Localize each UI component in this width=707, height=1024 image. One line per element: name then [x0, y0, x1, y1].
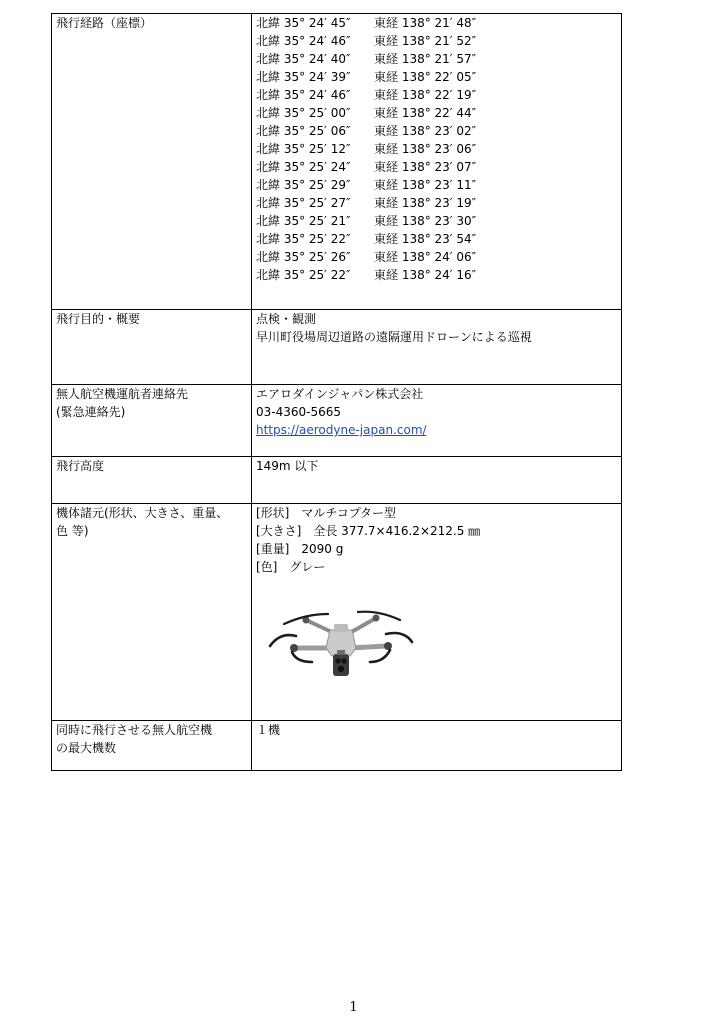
contact-value [252, 385, 622, 457]
longitude: 東経 138° 23′ 02″ [374, 124, 477, 138]
longitude: 東経 138° 21′ 52″ [374, 34, 477, 48]
contact-label [52, 385, 252, 457]
purpose-value [252, 310, 622, 385]
purpose-line: 点検・観測 [256, 312, 317, 326]
coordinate-row [256, 212, 617, 230]
drone-photo [266, 596, 416, 686]
count-value: １機 [252, 721, 622, 771]
coordinate-row [256, 14, 617, 32]
spec-size: [大きさ] 全長 377.7×416.2×212.5 ㎜ [256, 524, 481, 538]
purpose-label: 飛行目的・概要 [52, 310, 252, 385]
purpose-line: 早川町役場周辺道路の遠隔運用ドローンによる巡視 [256, 330, 532, 344]
longitude: 東経 138° 23′ 30″ [374, 214, 477, 228]
coordinate-row [256, 68, 617, 86]
spec-label-line: 色 等) [56, 524, 89, 538]
longitude: 東経 138° 23′ 54″ [374, 232, 477, 246]
coordinate-row [256, 266, 617, 284]
coordinate-row [256, 194, 617, 212]
longitude: 東経 138° 23′ 11″ [374, 178, 477, 192]
latitude: 北緯 35° 25′ 29″ [256, 178, 351, 192]
flight-plan-table [51, 13, 622, 771]
latitude: 北緯 35° 24′ 39″ [256, 70, 351, 84]
longitude: 東経 138° 22′ 19″ [374, 88, 477, 102]
latitude: 北緯 35° 24′ 40″ [256, 52, 351, 66]
route-value [252, 14, 622, 310]
table-row-route [52, 14, 622, 310]
longitude: 東経 138° 23′ 06″ [374, 142, 477, 156]
table-row-spec [52, 504, 622, 721]
spec-label-line: 機体諸元(形状、大きさ、重量、 [56, 506, 229, 520]
latitude: 北緯 35° 25′ 00″ [256, 106, 351, 120]
route-label: 飛行経路（座標） [52, 14, 252, 310]
coordinate-row [256, 230, 617, 248]
table-row-count [52, 721, 622, 771]
latitude: 北緯 35° 25′ 22″ [256, 268, 351, 282]
contact-label-line: 無人航空機運航者連絡先 [56, 387, 189, 401]
coordinate-row [256, 50, 617, 68]
latitude: 北緯 35° 25′ 12″ [256, 142, 351, 156]
longitude: 東経 138° 21′ 57″ [374, 52, 477, 66]
count-label-line: の最大機数 [56, 741, 117, 755]
altitude-value: 149m 以下 [252, 457, 622, 504]
coordinate-row [256, 158, 617, 176]
table-row-purpose [52, 310, 622, 385]
count-label [52, 721, 252, 771]
spec-label [52, 504, 252, 721]
altitude-label: 飛行高度 [52, 457, 252, 504]
coordinate-row [256, 122, 617, 140]
longitude: 東経 138° 22′ 05″ [374, 70, 477, 84]
coordinate-row [256, 104, 617, 122]
latitude: 北緯 35° 25′ 21″ [256, 214, 351, 228]
phone-number: 03-4360-5665 [256, 405, 342, 419]
longitude: 東経 138° 21′ 48″ [374, 16, 477, 30]
coordinate-row [256, 176, 617, 194]
drone-illustration [266, 596, 416, 686]
coordinate-row [256, 248, 617, 266]
latitude: 北緯 35° 25′ 26″ [256, 250, 351, 264]
spec-weight: [重量] 2090 g [256, 542, 344, 556]
spec-value [252, 504, 622, 721]
coordinate-row [256, 86, 617, 104]
latitude: 北緯 35° 25′ 24″ [256, 160, 351, 174]
spec-shape: [形状] マルチコプター型 [256, 506, 397, 520]
company-website-link[interactable]: https://aerodyne-japan.com/ [256, 423, 427, 437]
count-label-line: 同時に飛行させる無人航空機 [56, 723, 213, 737]
table-row-altitude [52, 457, 622, 504]
table-row-contact [52, 385, 622, 457]
spec-color: [色] グレー [256, 560, 326, 574]
longitude: 東経 138° 22′ 44″ [374, 106, 477, 120]
contact-label-line: (緊急連絡先) [56, 405, 126, 419]
page-number: 1 [349, 1000, 358, 1015]
latitude: 北緯 35° 25′ 27″ [256, 196, 351, 210]
latitude: 北緯 35° 24′ 46″ [256, 34, 351, 48]
company-name: エアロダインジャパン株式会社 [256, 387, 424, 401]
coordinate-list [256, 14, 617, 284]
coordinate-row [256, 32, 617, 50]
longitude: 東経 138° 23′ 19″ [374, 196, 477, 210]
latitude: 北緯 35° 25′ 06″ [256, 124, 351, 138]
coordinate-row [256, 140, 617, 158]
latitude: 北緯 35° 24′ 46″ [256, 88, 351, 102]
longitude: 東経 138° 23′ 07″ [374, 160, 477, 174]
longitude: 東経 138° 24′ 16″ [374, 268, 477, 282]
longitude: 東経 138° 24′ 06″ [374, 250, 477, 264]
latitude: 北緯 35° 24′ 45″ [256, 16, 351, 30]
latitude: 北緯 35° 25′ 22″ [256, 232, 351, 246]
